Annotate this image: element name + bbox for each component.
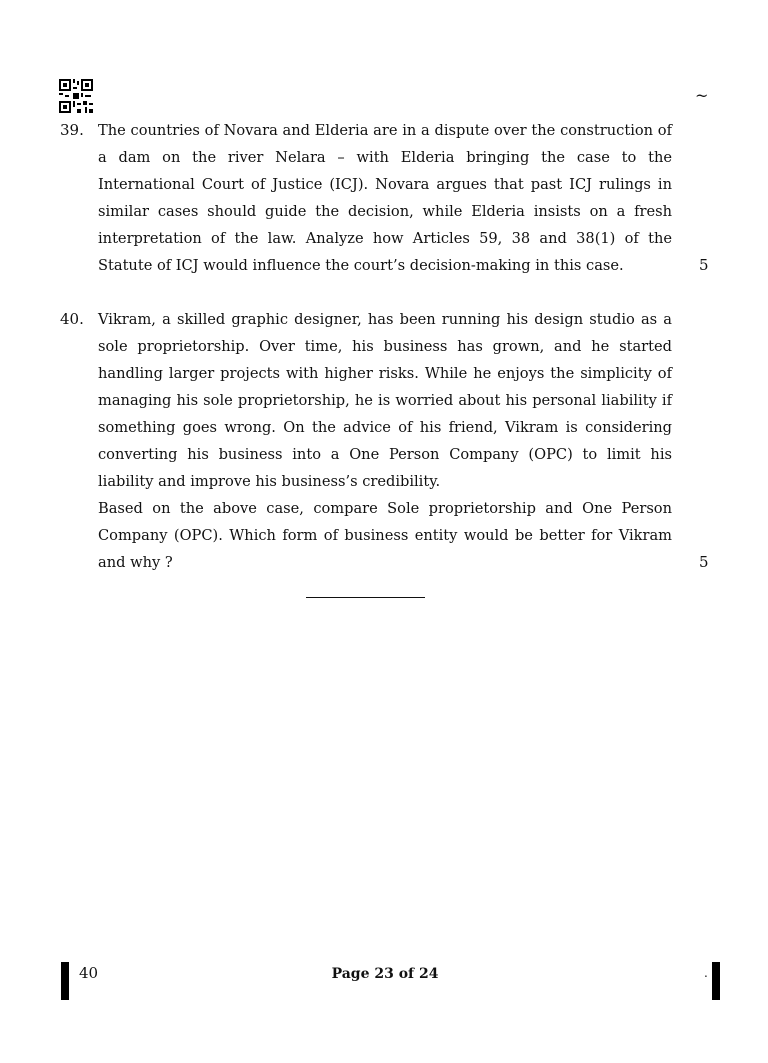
footer-bar-right [712, 962, 720, 1000]
question-paragraph: Based on the above case, compare Sole proprietorship and One Person Company (OPC). Which form of business entity would be better for Vikram and why ? [98, 500, 672, 571]
paper-code: 40 [79, 964, 99, 982]
footer-bar-left [61, 962, 69, 1000]
question-text [98, 117, 672, 279]
question-paragraph: The countries of Novara and Elderia are in a dispute over the construction of a dam on the river Nelara – with Elderia bringing the case to the International Court of Justice (ICJ). Novara argues that past ICJ rulings in similar cases should guide the decision, while Elderia insists on a fresh interpretation of the law. Analyze how Articles 59, 38 and 38(1) of the Statute of ICJ would influence the court’s decision-making in this case. [98, 122, 672, 274]
qr-code [59, 79, 93, 113]
question-text [98, 306, 672, 576]
end-rule [306, 597, 425, 598]
question-number: 40. [60, 310, 84, 328]
question-marks: 5 [699, 553, 709, 571]
footer-mark: . [704, 966, 708, 980]
question-paragraph: Vikram, a skilled graphic designer, has been running his design studio as a sole proprietorship. Over time, his business has grown, and he started handling larger projects with higher risks. While he enjoys the simplicity of managing his sole proprietorship, he is worried about his personal liability if something goes wrong. On the advice of his friend, Vikram is considering converting his business into a One Person Company (OPC) to limit his liability and improve his business’s credibility. [98, 311, 672, 490]
corner-mark: ~ [695, 86, 709, 105]
question-number: 39. [60, 121, 84, 139]
page-number: Page 23 of 24 [331, 966, 439, 982]
question-marks: 5 [699, 256, 709, 274]
